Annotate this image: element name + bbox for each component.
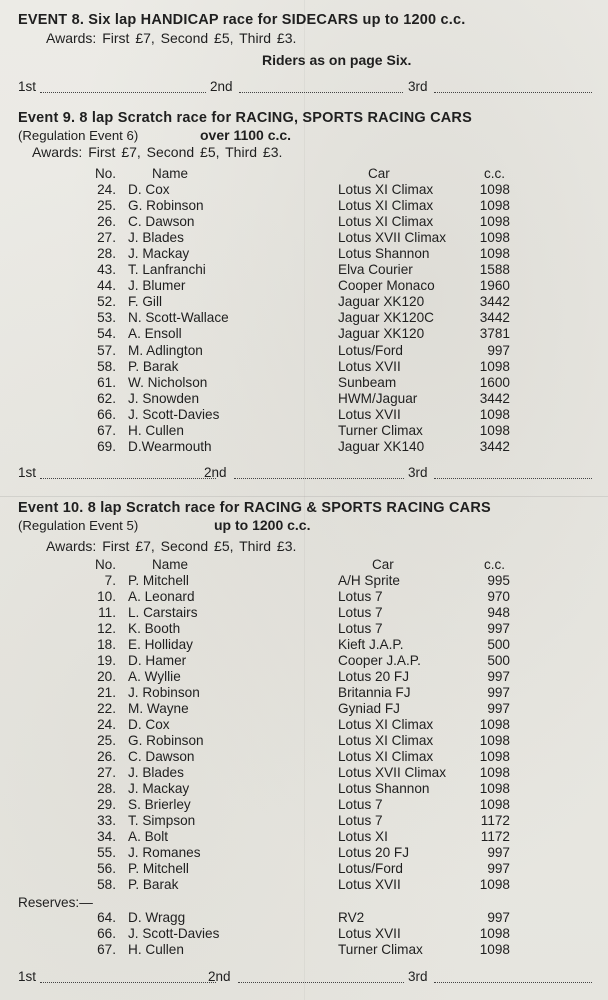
col-name-header: Name — [152, 166, 189, 181]
driver-name: P. Barak — [128, 358, 179, 374]
car-model: Lotus XVII — [338, 358, 401, 374]
entry-number: 12. — [97, 621, 116, 636]
engine-cc: 1098 — [479, 406, 510, 422]
entry-row — [0, 230, 608, 246]
entry-row — [0, 781, 608, 797]
entry-row — [0, 182, 608, 198]
entry-number: 55. — [97, 845, 116, 860]
entry-row — [0, 310, 608, 326]
driver-name: D. Hamer — [128, 653, 187, 668]
car-model: Cooper J.A.P. — [338, 653, 421, 668]
entry-number: 62. — [97, 390, 116, 406]
car-model: Lotus XI Climax — [338, 749, 434, 764]
entry-row — [0, 765, 608, 781]
car-model: Lotus 7 — [338, 589, 383, 604]
place-3rd-line — [434, 478, 592, 479]
entry-number: 10. — [97, 589, 116, 604]
place-3rd-label: 3rd — [408, 969, 428, 984]
event8-riders-note: Riders as on page Six. — [262, 52, 412, 68]
car-model: Lotus XVII Climax — [338, 230, 447, 246]
entry-row — [0, 359, 608, 375]
driver-name: J. Robinson — [128, 685, 200, 700]
car-model: Lotus XVII — [338, 877, 401, 892]
engine-cc: 1098 — [479, 797, 510, 812]
event10-class: up to 1200 c.c. — [214, 517, 311, 533]
entry-row — [0, 701, 608, 717]
entry-row — [0, 198, 608, 214]
entry-number: 25. — [97, 733, 116, 748]
entry-number: 44. — [97, 278, 116, 294]
col-name-header: Name — [152, 557, 189, 572]
engine-cc: 500 — [487, 653, 510, 668]
driver-name: D. Cox — [128, 717, 170, 732]
engine-cc: 997 — [487, 910, 510, 925]
entry-row — [0, 375, 608, 391]
engine-cc: 970 — [487, 589, 510, 604]
car-model: Lotus XI — [338, 829, 388, 844]
place-2nd-line — [239, 92, 403, 93]
driver-name: P. Barak — [128, 877, 179, 892]
entry-row — [0, 407, 608, 423]
entry-number: 57. — [97, 342, 116, 358]
entry-row — [0, 749, 608, 765]
car-model: Turner Climax — [338, 422, 423, 438]
engine-cc: 1600 — [479, 374, 510, 390]
entry-number: 20. — [97, 669, 116, 684]
engine-cc: 997 — [487, 701, 510, 716]
car-model: Lotus 7 — [338, 797, 383, 812]
car-model: Lotus XI Climax — [338, 733, 434, 748]
engine-cc: 3781 — [479, 326, 510, 342]
driver-name: L. Carstairs — [128, 605, 198, 620]
engine-cc: 1588 — [479, 262, 510, 278]
car-model: HWM/Jaguar — [338, 390, 418, 406]
engine-cc: 1098 — [479, 182, 510, 197]
place-3rd-label: 3rd — [408, 465, 428, 480]
event9-title: Event 9. 8 lap Scratch race for RACING, SPORTS RACING CARS — [18, 110, 472, 126]
entry-number: 58. — [97, 358, 116, 374]
entry-number: 18. — [97, 637, 116, 652]
car-model: Lotus 20 FJ — [338, 845, 410, 860]
event9-regulation: (Regulation Event 6) — [18, 128, 139, 143]
entry-number: 22. — [97, 701, 116, 716]
driver-name: J. Romanes — [128, 845, 201, 860]
car-model: Elva Courier — [338, 262, 413, 278]
car-model: Lotus XVII — [338, 406, 401, 422]
event10-awards: Awards: First £7, Second £5, Third £3. — [46, 538, 297, 554]
entry-row — [0, 669, 608, 685]
event10-reserves-label: Reserves:— — [18, 895, 93, 910]
entry-row — [0, 829, 608, 845]
engine-cc: 997 — [487, 861, 510, 876]
event8-placings — [18, 79, 593, 95]
entry-number: 27. — [97, 230, 116, 246]
car-model: Kieft J.A.P. — [338, 637, 404, 652]
driver-name: S. Brierley — [128, 797, 191, 812]
engine-cc: 948 — [487, 605, 510, 620]
place-2nd-line — [238, 982, 404, 983]
driver-name: J. Scott-Davies — [128, 406, 220, 422]
engine-cc: 1098 — [479, 246, 510, 262]
entry-row — [0, 589, 608, 605]
place-1st-line — [40, 982, 216, 983]
driver-name: G. Robinson — [128, 733, 204, 748]
place-2nd-line — [234, 478, 404, 479]
car-model: Jaguar XK120 — [338, 294, 425, 310]
col-no-header: No. — [95, 166, 117, 181]
engine-cc: 1098 — [479, 877, 510, 892]
engine-cc: 997 — [487, 342, 510, 358]
place-1st-label: 1st — [18, 969, 37, 984]
engine-cc: 1098 — [479, 198, 510, 214]
driver-name: M. Adlington — [128, 342, 203, 358]
entry-row — [0, 343, 608, 359]
entry-row — [0, 733, 608, 749]
entry-number: 29. — [97, 797, 116, 812]
car-model: Lotus XI Climax — [338, 717, 434, 732]
car-model: Lotus 7 — [338, 605, 383, 620]
entry-row — [0, 214, 608, 230]
event8-title: EVENT 8. Six lap HANDICAP race for SIDECARS up to 1200 c.c. — [18, 12, 466, 28]
place-2nd-label: 2nd — [204, 465, 227, 480]
entry-number: 53. — [97, 310, 116, 326]
entry-number: 58. — [97, 877, 116, 892]
car-model: RV2 — [338, 910, 365, 925]
engine-cc: 997 — [487, 685, 510, 700]
car-model: Gyniad FJ — [338, 701, 400, 716]
driver-name: K. Booth — [128, 621, 181, 636]
car-model: Jaguar XK140 — [338, 438, 425, 454]
entry-number: 56. — [97, 861, 116, 876]
entry-number: 28. — [97, 781, 116, 796]
entry-row — [0, 246, 608, 262]
driver-name: D.Wearmouth — [128, 438, 212, 454]
driver-name: J. Blades — [128, 765, 184, 780]
engine-cc: 1098 — [479, 230, 510, 246]
entry-row — [0, 439, 608, 455]
entry-row — [0, 845, 608, 861]
entry-row — [0, 637, 608, 653]
car-model: Britannia FJ — [338, 685, 411, 700]
driver-name: C. Dawson — [128, 749, 195, 764]
col-cc-header: c.c. — [484, 166, 506, 181]
entry-row — [0, 605, 608, 621]
entry-number: 67. — [97, 942, 116, 957]
engine-cc: 3442 — [479, 438, 510, 454]
entry-number: 25. — [97, 198, 116, 214]
car-model: Lotus XVII Climax — [338, 765, 447, 780]
car-model: Lotus XI Climax — [338, 198, 434, 214]
entry-row — [0, 391, 608, 407]
entry-number: 43. — [97, 262, 116, 278]
driver-name: W. Nicholson — [128, 374, 208, 390]
entry-row — [0, 653, 608, 669]
engine-cc: 1960 — [479, 278, 510, 294]
entry-row — [0, 861, 608, 877]
car-model: Sunbeam — [338, 374, 397, 390]
engine-cc: 1098 — [479, 926, 510, 941]
driver-name: H. Cullen — [128, 422, 184, 438]
entry-number: 61. — [97, 374, 116, 390]
event10-regulation: (Regulation Event 5) — [18, 518, 139, 533]
col-car-header: Car — [368, 166, 390, 181]
place-3rd-line — [434, 92, 592, 93]
engine-cc: 1098 — [479, 733, 510, 748]
entry-row — [0, 423, 608, 439]
entry-number: 52. — [97, 294, 116, 310]
place-1st-line — [40, 478, 216, 479]
car-model: Jaguar XK120C — [338, 310, 434, 326]
car-model: Lotus 7 — [338, 621, 383, 636]
car-model: Lotus/Ford — [338, 342, 403, 358]
entry-number: 54. — [97, 326, 116, 342]
engine-cc: 3442 — [479, 390, 510, 406]
entry-row — [0, 813, 608, 829]
col-cc-header: c.c. — [484, 557, 506, 572]
car-model: Lotus Shannon — [338, 246, 430, 262]
driver-name: N. Scott-Wallace — [128, 310, 229, 326]
engine-cc: 1098 — [479, 942, 510, 957]
place-3rd-line — [434, 982, 592, 983]
event8-awards: Awards: First £7, Second £5, Third £3. — [46, 30, 297, 46]
car-model: Lotus XI Climax — [338, 182, 434, 197]
driver-name: J. Snowden — [128, 390, 200, 406]
engine-cc: 3442 — [479, 294, 510, 310]
entry-row — [0, 797, 608, 813]
car-model: Lotus 7 — [338, 813, 383, 828]
driver-name: A. Wyllie — [128, 669, 181, 684]
entry-number: 26. — [97, 749, 116, 764]
driver-name: A. Leonard — [128, 589, 195, 604]
engine-cc: 997 — [487, 621, 510, 636]
event9-class: over 1100 c.c. — [200, 127, 292, 143]
engine-cc: 997 — [487, 845, 510, 860]
driver-name: D. Cox — [128, 182, 170, 197]
driver-name: H. Cullen — [128, 942, 184, 957]
car-model: Lotus/Ford — [338, 861, 403, 876]
entry-number: 66. — [97, 406, 116, 422]
car-model: Lotus XI Climax — [338, 214, 434, 230]
place-1st-line — [40, 92, 206, 93]
event9-awards: Awards: First £7, Second £5, Third £3. — [32, 144, 283, 160]
entry-number: 33. — [97, 813, 116, 828]
place-2nd-label: 2nd — [210, 79, 233, 94]
entry-row — [0, 326, 608, 342]
driver-name: A. Bolt — [128, 829, 169, 844]
entry-number: 11. — [98, 605, 116, 620]
driver-name: M. Wayne — [128, 701, 189, 716]
engine-cc: 995 — [487, 573, 510, 588]
entry-number: 27. — [97, 765, 116, 780]
engine-cc: 1172 — [480, 813, 510, 828]
entry-number: 24. — [97, 182, 116, 197]
car-model: A/H Sprite — [338, 573, 400, 588]
driver-name: F. Gill — [128, 294, 162, 310]
event9-placings — [18, 465, 593, 481]
event10-title: Event 10. 8 lap Scratch race for RACING & SPORTS RACING CARS — [18, 500, 491, 516]
entry-number: 21. — [97, 685, 116, 700]
place-2nd-label: 2nd — [208, 969, 231, 984]
entry-number: 34. — [97, 829, 116, 844]
car-model: Jaguar XK120 — [338, 326, 425, 342]
entry-row — [0, 717, 608, 733]
entry-row — [0, 294, 608, 310]
engine-cc: 1098 — [479, 214, 510, 230]
event10-placings — [18, 969, 593, 985]
driver-name: J. Scott-Davies — [128, 926, 220, 941]
entry-row — [0, 573, 608, 589]
engine-cc: 1098 — [479, 422, 510, 438]
entry-row — [0, 926, 608, 942]
entry-number: 67. — [97, 422, 116, 438]
entry-number: 26. — [97, 214, 116, 230]
col-no-header: No. — [95, 557, 117, 572]
driver-name: E. Holliday — [128, 637, 193, 652]
engine-cc: 1098 — [479, 749, 510, 764]
entry-number: 7. — [104, 573, 116, 588]
col-car-header: Car — [372, 557, 394, 572]
engine-cc: 1098 — [479, 781, 510, 796]
car-model: Lotus 20 FJ — [338, 669, 410, 684]
entry-row — [0, 910, 608, 926]
driver-name: J. Blumer — [128, 278, 186, 294]
entry-number: 24. — [97, 717, 116, 732]
car-model: Lotus Shannon — [338, 781, 430, 796]
car-model: Turner Climax — [338, 942, 423, 957]
engine-cc: 997 — [487, 669, 510, 684]
driver-name: C. Dawson — [128, 214, 195, 230]
car-model: Cooper Monaco — [338, 278, 435, 294]
engine-cc: 3442 — [479, 310, 510, 326]
engine-cc: 500 — [487, 637, 510, 652]
driver-name: P. Mitchell — [128, 573, 189, 588]
car-model: Lotus XVII — [338, 926, 401, 941]
driver-name: A. Ensoll — [128, 326, 182, 342]
driver-name: J. Mackay — [128, 246, 190, 262]
engine-cc: 1098 — [479, 717, 510, 732]
driver-name: G. Robinson — [128, 198, 204, 214]
entry-row — [0, 621, 608, 637]
place-3rd-label: 3rd — [408, 79, 428, 94]
driver-name: J. Mackay — [128, 781, 190, 796]
entry-row — [0, 685, 608, 701]
engine-cc: 1098 — [479, 358, 510, 374]
place-1st-label: 1st — [18, 79, 37, 94]
driver-name: P. Mitchell — [128, 861, 189, 876]
entry-number: 66. — [97, 926, 116, 941]
place-1st-label: 1st — [18, 465, 37, 480]
entry-number: 69. — [97, 438, 116, 454]
entry-number: 19. — [97, 653, 116, 668]
engine-cc: 1098 — [479, 765, 510, 780]
entry-row — [0, 278, 608, 294]
entry-row — [0, 942, 608, 958]
driver-name: D. Wragg — [128, 910, 186, 925]
entry-number: 28. — [97, 246, 116, 262]
entry-number: 64. — [97, 910, 116, 925]
driver-name: T. Lanfranchi — [128, 262, 206, 278]
entry-row — [0, 262, 608, 278]
entry-row — [0, 877, 608, 893]
engine-cc: 1172 — [480, 829, 510, 844]
driver-name: T. Simpson — [128, 813, 196, 828]
driver-name: J. Blades — [128, 230, 184, 246]
